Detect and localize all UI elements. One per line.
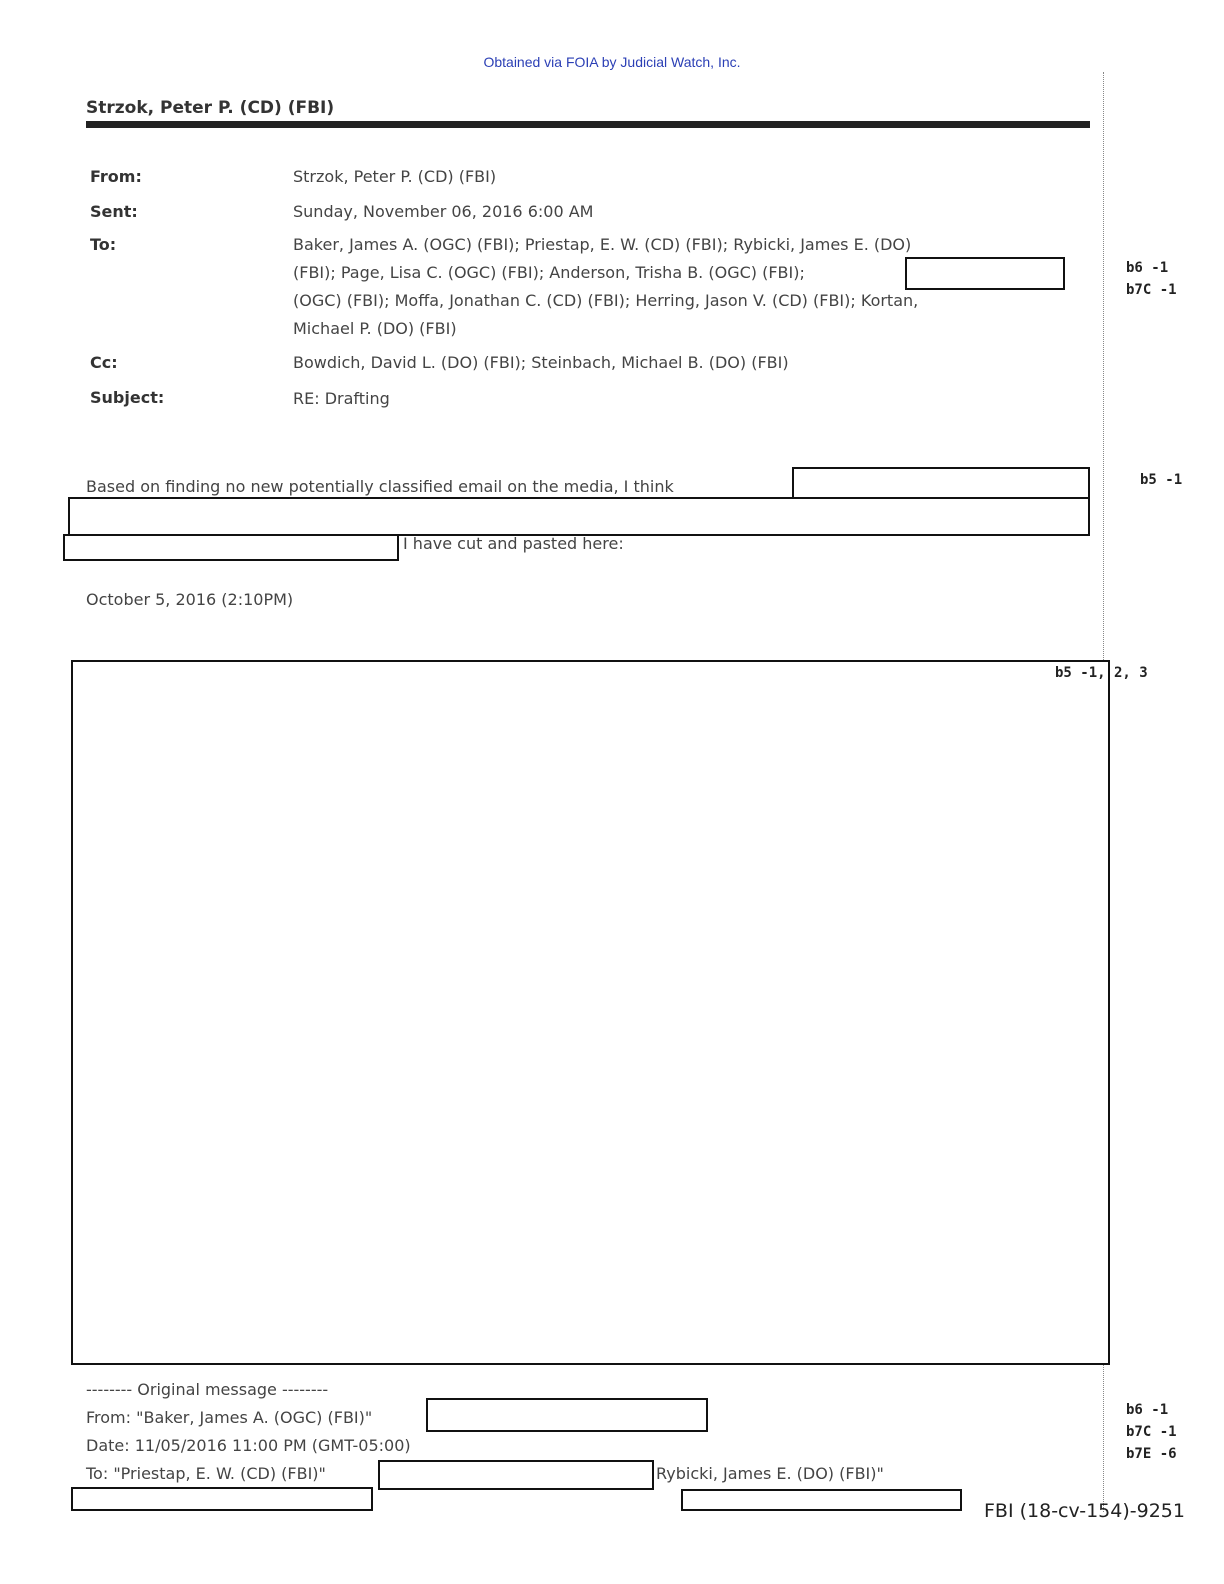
cc-value: Bowdich, David L. (DO) (FBI); Steinbach, Michael B. (DO) (FBI) bbox=[293, 353, 789, 372]
to-label: To: bbox=[90, 235, 117, 254]
original-to-line-b: Rybicki, James E. (DO) (FBI)" bbox=[656, 1464, 884, 1483]
to-value-line-2: (FBI); Page, Lisa C. (OGC) (FBI); Anderson, Trisha B. (OGC) (FBI); bbox=[293, 263, 805, 282]
from-label: From: bbox=[90, 167, 142, 186]
subject-label: Subject: bbox=[90, 388, 165, 407]
original-message-separator: -------- Original message -------- bbox=[86, 1380, 329, 1399]
body-line-1: Based on finding no new potentially classified email on the media, I think bbox=[86, 477, 674, 496]
redaction-box-body-2 bbox=[68, 497, 1090, 536]
from-value: Strzok, Peter P. (CD) (FBI) bbox=[293, 167, 497, 186]
subject-value: RE: Drafting bbox=[293, 389, 390, 408]
redaction-box-orig-to-2 bbox=[71, 1487, 373, 1511]
original-from-line: From: "Baker, James A. (OGC) (FBI)" bbox=[86, 1408, 373, 1427]
cc-label: Cc: bbox=[90, 353, 118, 372]
redaction-box-to bbox=[905, 257, 1065, 290]
redaction-box-body-1 bbox=[792, 467, 1090, 499]
redaction-box-orig-from bbox=[426, 1398, 708, 1432]
body-date-line: October 5, 2016 (2:10PM) bbox=[86, 590, 294, 609]
exemption-code-body: b5 -1 bbox=[1140, 472, 1183, 488]
bates-number: FBI (18-cv-154)-9251 bbox=[984, 1500, 1185, 1522]
exemption-code-to: b6 -1 b7C -1 bbox=[1126, 260, 1177, 298]
body-line-3: I have cut and pasted here: bbox=[403, 534, 624, 553]
foia-watermark: Obtained via FOIA by Judicial Watch, Inc. bbox=[483, 54, 741, 70]
redaction-box-orig-to-1 bbox=[378, 1460, 654, 1490]
title-rule bbox=[86, 121, 1090, 128]
original-to-line-a: To: "Priestap, E. W. (CD) (FBI)" bbox=[86, 1464, 326, 1483]
page-title: Strzok, Peter P. (CD) (FBI) bbox=[86, 98, 335, 118]
to-value-line-1: Baker, James A. (OGC) (FBI); Priestap, E. W. (CD) (FBI); Rybicki, James E. (DO) bbox=[293, 235, 912, 254]
to-value-line-3: (OGC) (FBI); Moffa, Jonathan C. (CD) (FBI); Herring, Jason V. (CD) (FBI); Kortan, bbox=[293, 291, 919, 310]
redaction-box-large bbox=[71, 660, 1110, 1365]
original-date-line: Date: 11/05/2016 11:00 PM (GMT-05:00) bbox=[86, 1436, 411, 1455]
exemption-code-original: b6 -1 b7C -1 b7E -6 bbox=[1126, 1402, 1177, 1462]
sent-label: Sent: bbox=[90, 202, 138, 221]
sent-value: Sunday, November 06, 2016 6:00 AM bbox=[293, 202, 594, 221]
redaction-box-orig-to-3 bbox=[681, 1489, 962, 1511]
to-value-line-4: Michael P. (DO) (FBI) bbox=[293, 319, 457, 338]
exemption-code-large: b5 -1, 2, 3 bbox=[1055, 665, 1148, 681]
redaction-box-body-3 bbox=[63, 534, 399, 561]
